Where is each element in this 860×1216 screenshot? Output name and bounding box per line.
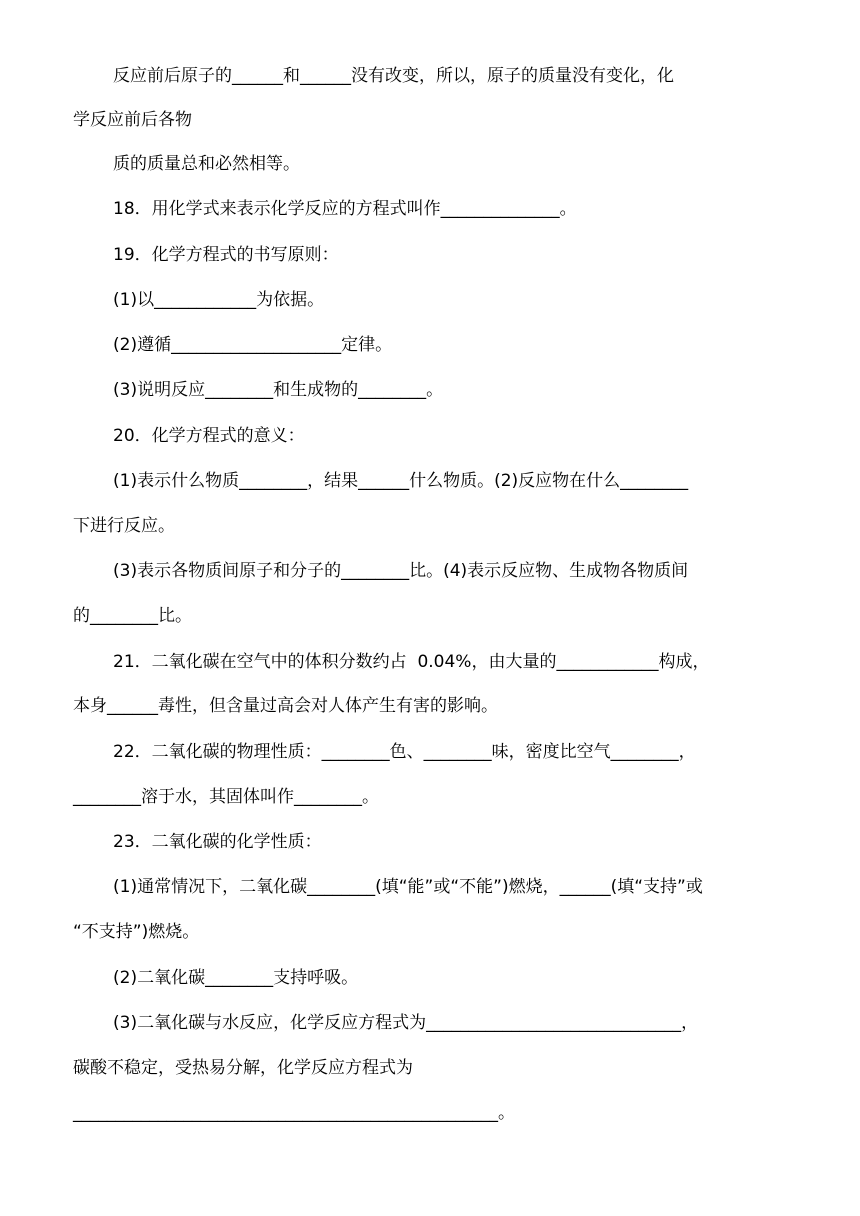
question-23-item-2: (2)二氧化碳________支持呼吸。: [113, 968, 359, 988]
question-18: 18．用化学式来表示化学反应的方程式叫作______________。: [113, 199, 577, 219]
text-line: “不支持”)燃烧。: [73, 922, 200, 942]
text-line: 下进行反应。: [73, 516, 175, 536]
text-line: 本身______毒性，但含量过高会对人体产生有害的影响。: [73, 696, 498, 716]
text-line: 学反应前后各物: [73, 110, 192, 130]
text-line: 的________比。: [73, 606, 192, 626]
text-line: 质的质量总和必然相等。: [113, 154, 300, 174]
text-line: ________溶于水，其固体叫作________。: [73, 787, 379, 807]
question-19-item-2: (2)遵循____________________定律。: [113, 335, 393, 355]
question-22: 22．二氧化碳的物理性质：________色、________味，密度比空气________，: [113, 742, 696, 762]
question-21: 21．二氧化碳在空气中的体积分数约占 0.04%，由大量的____________构成，: [113, 652, 710, 672]
question-19-item-1: (1)以____________为依据。: [113, 290, 325, 310]
question-20-item-3-4: (3)表示各物质间原子和分子的________比。(4)表示反应物、生成物各物质间: [113, 561, 689, 581]
question-19-item-3: (3)说明反应________和生成物的________。: [113, 380, 444, 400]
text-line: 反应前后原子的______和______没有改变，所以，原子的质量没有变化，化: [113, 66, 674, 86]
question-23-item-3: (3)二氧化碳与水反应，化学反应方程式为______________________________，: [113, 1013, 699, 1033]
answer-blank-line: __________________________________________________。: [73, 1103, 515, 1123]
question-23: 23．二氧化碳的化学性质：: [113, 832, 322, 852]
question-20-item-1-2: (1)表示什么物质________，结果______什么物质。(2)反应物在什么________: [113, 471, 689, 491]
text-line: 碳酸不稳定，受热易分解，化学反应方程式为: [73, 1058, 413, 1078]
question-20: 20．化学方程式的意义：: [113, 426, 305, 446]
question-19: 19．化学方程式的书写原则：: [113, 245, 339, 265]
question-23-item-1: (1)通常情况下，二氧化碳________(填“能”或“不能”)燃烧，______(填“支持”或: [113, 877, 703, 897]
